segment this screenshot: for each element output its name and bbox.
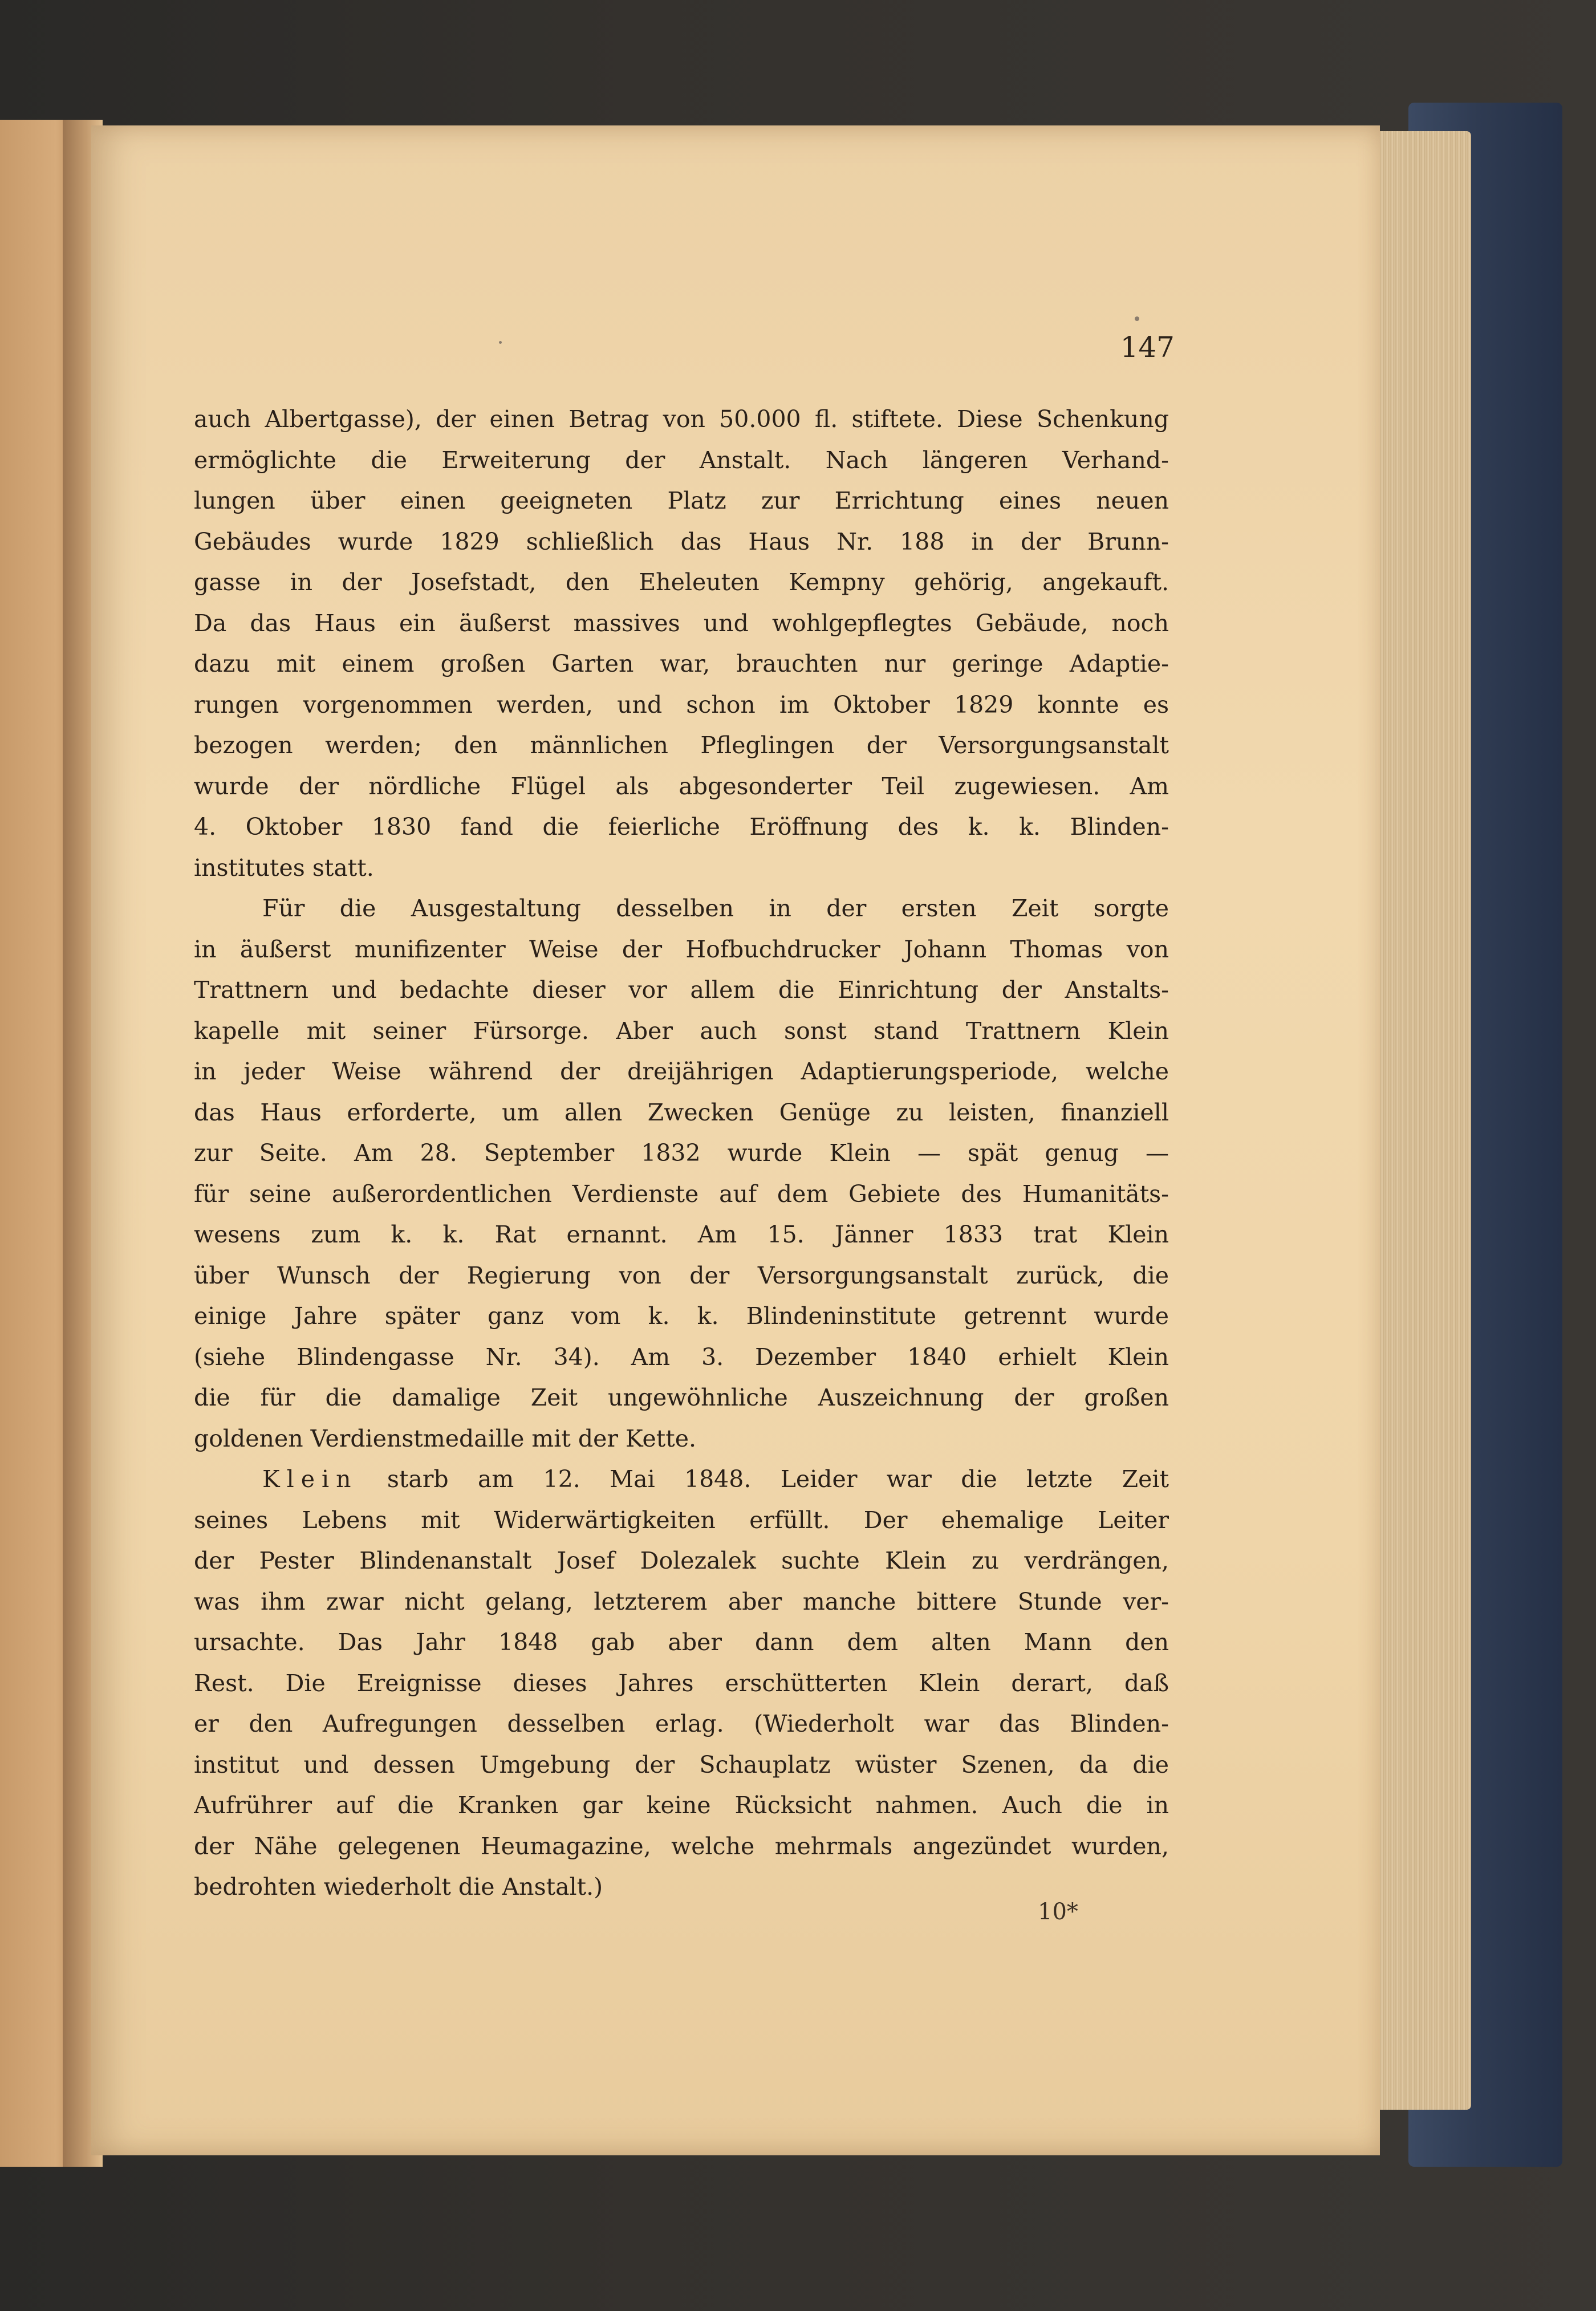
- text-line: Trattnern und bedachte dieser vor allem die Einrichtung der Anstalts-: [194, 976, 1169, 1004]
- text-line: Rest. Die Ereignisse dieses Jahres erschütterten Klein derart, daß: [194, 1669, 1169, 1697]
- text-line: er den Aufregungen desselben erlag. (Wiederholt war das Blinden-: [194, 1710, 1169, 1737]
- text-line: die für die damalige Zeit ungewöhnliche Auszeichnung der großen: [194, 1384, 1169, 1411]
- page-number: 147: [1120, 331, 1175, 364]
- text-line: ursachte. Das Jahr 1848 gab aber dann dem alten Mann den: [194, 1628, 1169, 1656]
- page-edges: [1368, 131, 1471, 2110]
- text-line: dazu mit einem großen Garten war, brauchten nur geringe Adaptie-: [194, 650, 1169, 677]
- sheet-signature: 10*: [1038, 1899, 1078, 1925]
- text-line: Da das Haus ein äußerst massives und wohlgepflegtes Gebäude, noch: [194, 609, 1169, 637]
- text-line: bezogen werden; den männlichen Pfleglingen der Versorgungsanstalt: [194, 732, 1169, 759]
- text-line: der Nähe gelegenen Heumagazine, welche mehrmals angezündet wurden,: [194, 1832, 1169, 1860]
- text-line: (siehe Blindengasse Nr. 34). Am 3. Dezember 1840 erhielt Klein: [194, 1343, 1169, 1371]
- text-line: lungen über einen geeigneten Platz zur Errichtung eines neuen: [194, 487, 1169, 514]
- paper-speck: [1135, 316, 1139, 321]
- text-line: das Haus erforderte, um allen Zwecken Genüge zu leisten, finanziell: [194, 1098, 1169, 1126]
- text-line: seines Lebens mit Widerwärtigkeiten erfüllt. Der ehemalige Leiter: [194, 1506, 1169, 1534]
- text-line: einige Jahre später ganz vom k. k. Blindeninstitute getrennt wurde: [194, 1302, 1169, 1330]
- text-line: Gebäudes wurde 1829 schließlich das Haus Nr. 188 in der Brunn-: [194, 527, 1169, 555]
- text-line: zur Seite. Am 28. September 1832 wurde Klein — spät genug —: [194, 1139, 1169, 1167]
- name-klein-spaced: Klein: [262, 1465, 358, 1493]
- text-line: wesens zum k. k. Rat ernannt. Am 15. Jänner 1833 trat Klein: [194, 1221, 1169, 1248]
- text-line-rest: starb am 12. Mai 1848. Leider war die letzte Zeit: [387, 1465, 1169, 1493]
- text-line: gasse in der Josefstadt, den Eheleuten Kempny gehörig, angekauft.: [194, 568, 1169, 596]
- text-line: kapelle mit seiner Fürsorge. Aber auch sonst stand Trattnern Klein: [194, 1017, 1169, 1045]
- text-line: was ihm zwar nicht gelang, letzterem aber manche bittere Stunde ver-: [194, 1587, 1169, 1615]
- text-line: institut und dessen Umgebung der Schauplatz wüster Szenen, da die: [194, 1750, 1169, 1778]
- text-line: wurde der nördliche Flügel als abgesonderter Teil zugewiesen. Am: [194, 772, 1169, 800]
- text-line: in äußerst munifizenter Weise der Hofbuchdrucker Johann Thomas von: [194, 935, 1169, 963]
- text-line: goldenen Verdienstmedaille mit der Kette.: [194, 1424, 697, 1452]
- text-line: auch Albertgasse), der einen Betrag von 50.000 fl. stiftete. Diese Schenkung: [194, 405, 1169, 433]
- text-line: bedrohten wiederholt die Anstalt.): [194, 1873, 603, 1900]
- text-line: Für die Ausgestaltung desselben in der ersten Zeit sorgte: [262, 895, 1169, 922]
- text-line: über Wunsch der Regierung von der Versorgungsanstalt zurück, die: [194, 1261, 1169, 1289]
- text-line: Aufrührer auf die Kranken gar keine Rücksicht nahmen. Auch die in: [194, 1792, 1169, 1819]
- text-line: für seine außerordentlichen Verdienste auf dem Gebiete des Humanitäts-: [194, 1180, 1169, 1208]
- paper-speck: [499, 341, 502, 344]
- text-line: rungen vorgenommen werden, und schon im Oktober 1829 konnte es: [194, 691, 1169, 718]
- text-line: 4. Oktober 1830 fand die feierliche Eröffnung des k. k. Blinden-: [194, 813, 1169, 840]
- text-line: in jeder Weise während der dreijährigen Adaptierungsperiode, welche: [194, 1058, 1169, 1085]
- text-line: [194, 1459, 1169, 1500]
- text-line: ermöglichte die Erweiterung der Anstalt. Nach längeren Verhand-: [194, 446, 1169, 474]
- text-line: institutes statt.: [194, 854, 374, 882]
- text-line: der Pester Blindenanstalt Josef Dolezalek suchte Klein zu verdrängen,: [194, 1547, 1169, 1574]
- page-text: [194, 399, 1169, 1908]
